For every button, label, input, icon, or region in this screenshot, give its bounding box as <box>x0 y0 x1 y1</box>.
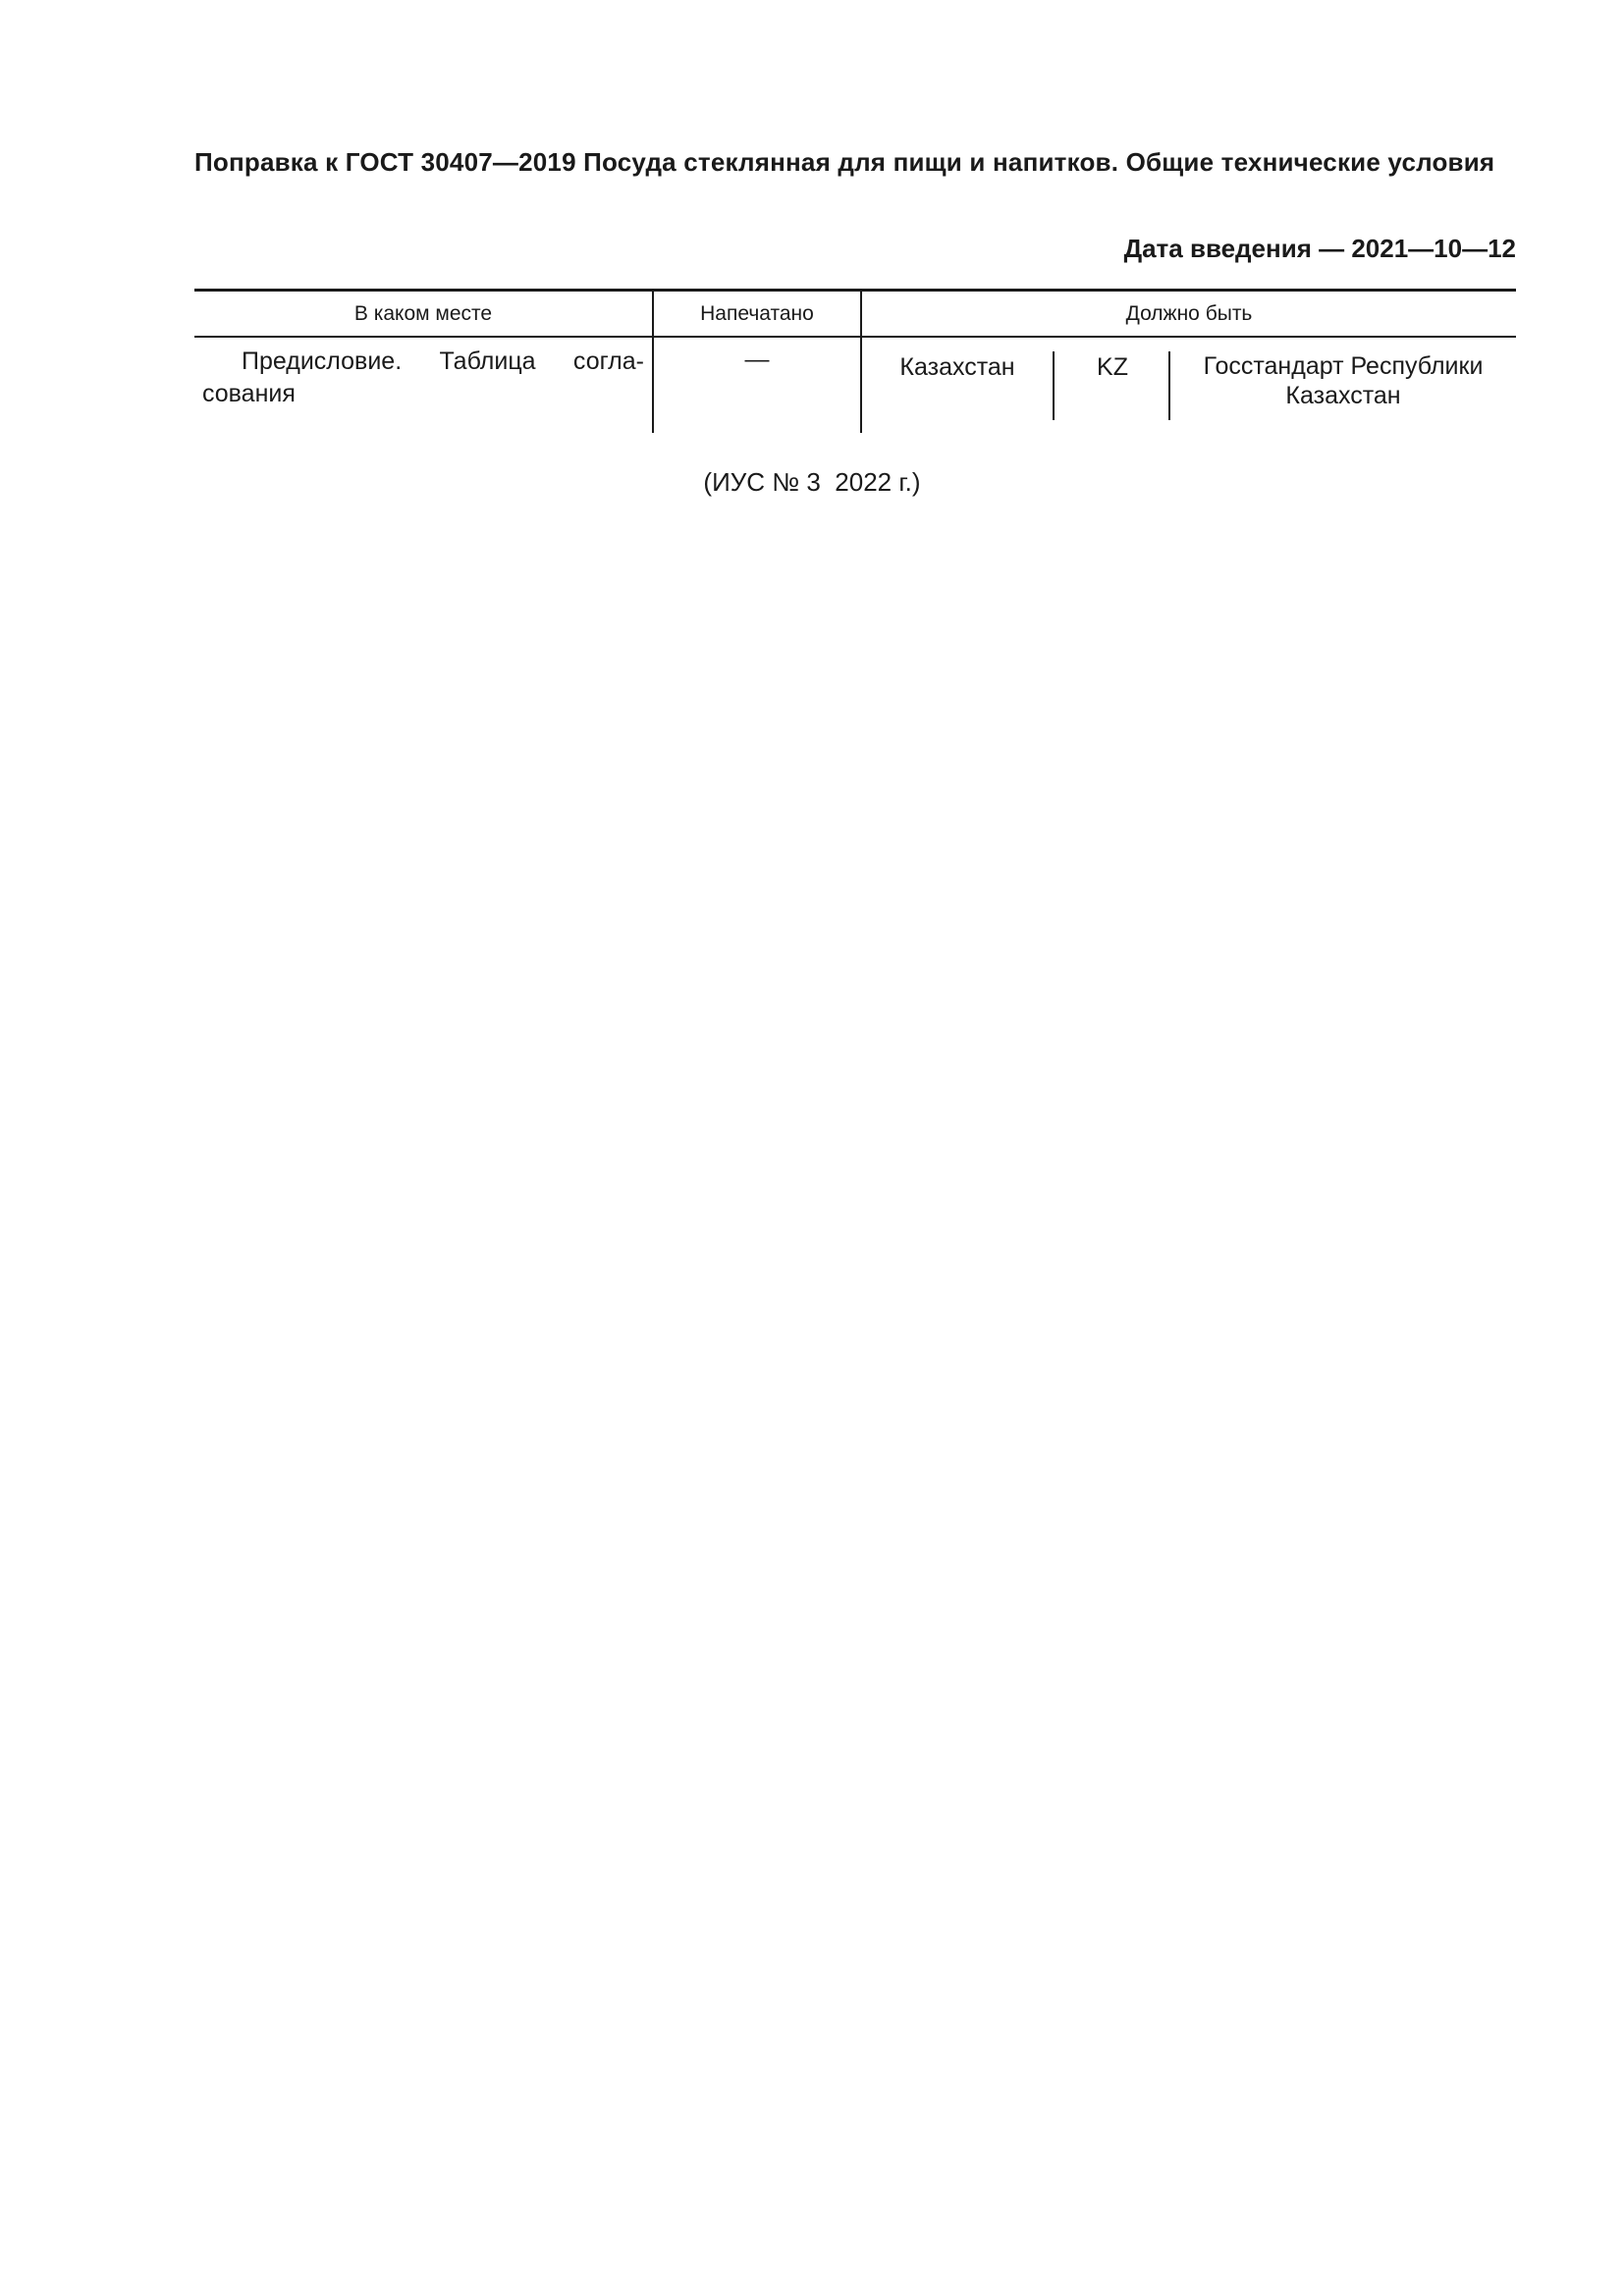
correction-table <box>194 289 1516 438</box>
cell-place-text: Предисловие. Таблица согла-сования <box>202 347 644 407</box>
introduction-date: Дата введения — 2021—10—12 <box>1123 234 1516 263</box>
cell-place <box>202 346 644 410</box>
cell-printed: — <box>744 346 770 373</box>
table-header-rule <box>194 336 1516 338</box>
document-title: Поправка к ГОСТ 30407—2019 Посуда стеклянная для пищи и напитков. Общие технические условия <box>194 147 1495 177</box>
header-should-be: Должно быть <box>1125 302 1253 325</box>
cell-authority: Госстандарт Республики Казахстан <box>1203 352 1484 409</box>
cell-code: KZ <box>1097 353 1128 381</box>
header-place: В каком месте <box>353 302 493 325</box>
header-printed: Напечатано <box>700 302 814 325</box>
ius-reference: (ИУС № 3 2022 г.) <box>703 467 921 497</box>
cell-country: Казахстан <box>899 353 1015 381</box>
